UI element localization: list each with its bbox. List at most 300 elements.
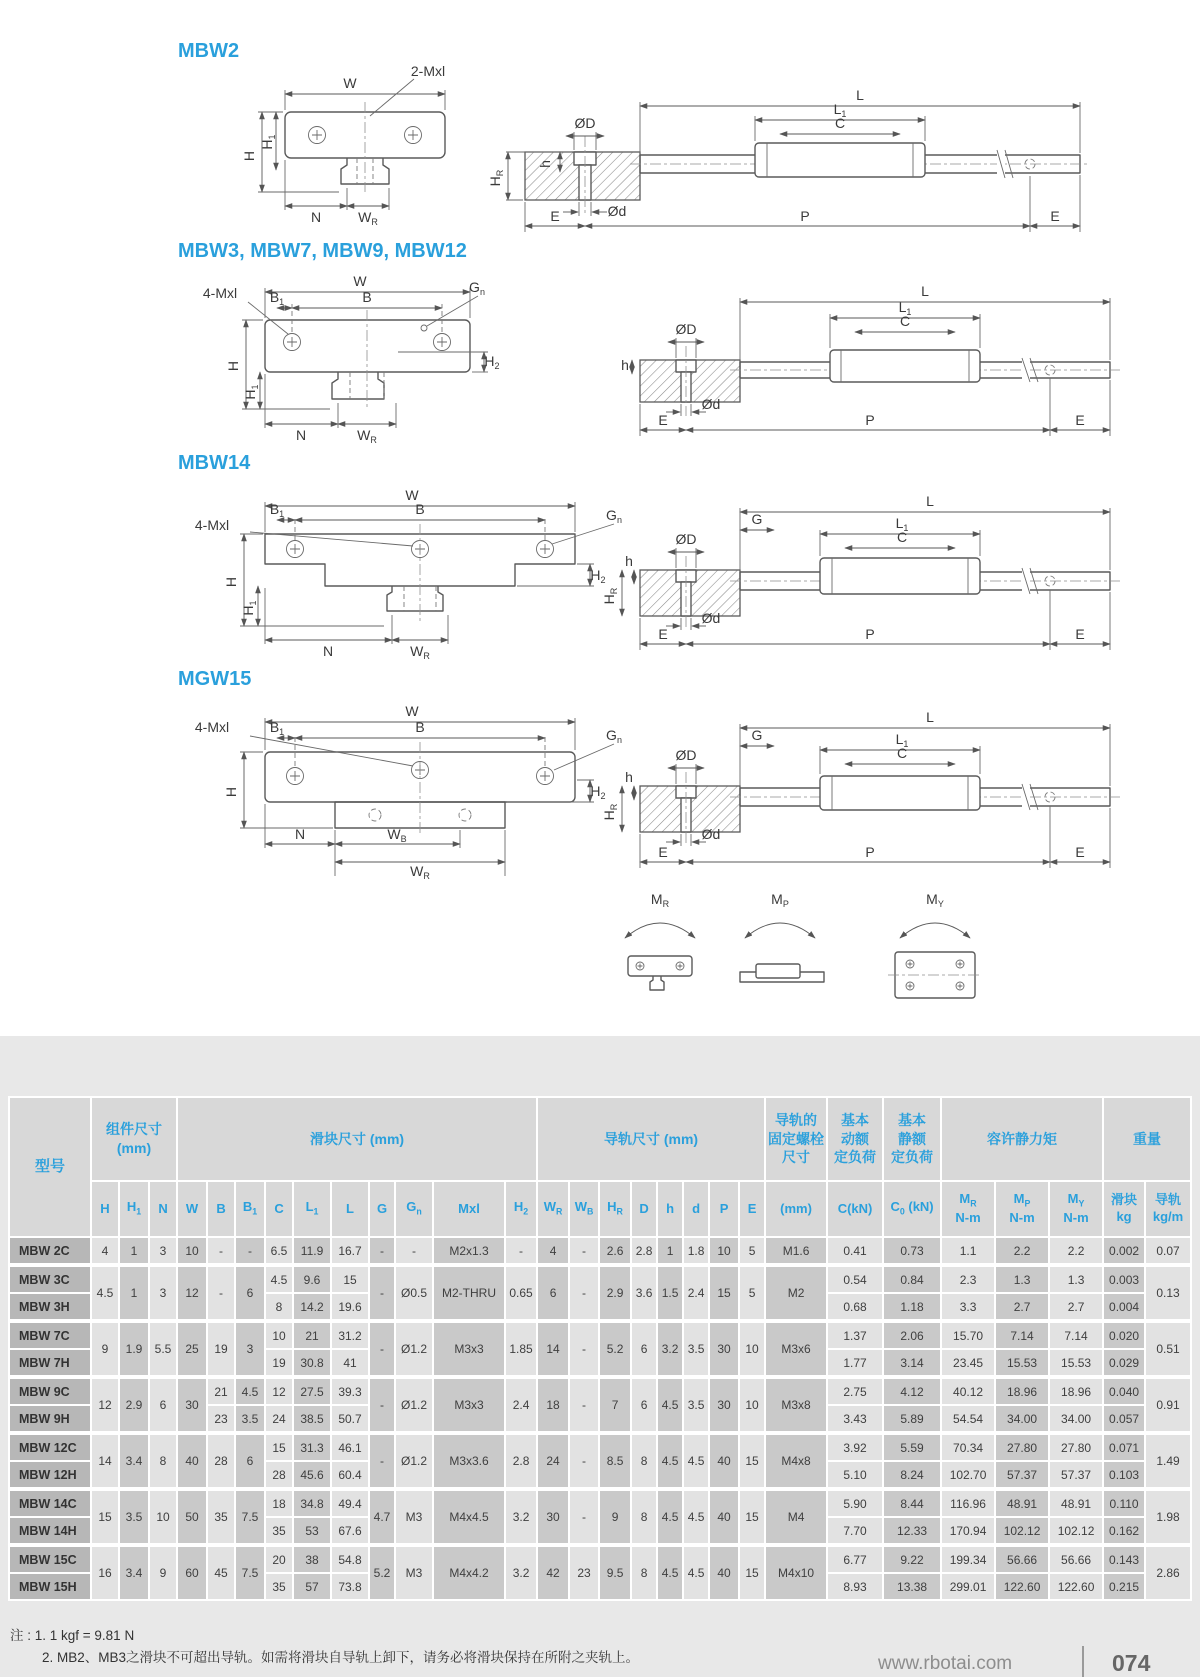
- spec-cell: 1.37: [828, 1321, 882, 1348]
- spec-cell: 9: [150, 1545, 176, 1599]
- spec-cell: 19.6: [332, 1294, 368, 1319]
- spec-cell: 39.3: [332, 1377, 368, 1404]
- spec-table-wrap: [8, 1096, 1192, 1601]
- spec-cell: 0.002: [1104, 1238, 1144, 1263]
- note-line-2: 2. MB2、MB3之滑块不可超出导轨。如需将滑块自导轨上卸下，请务必将滑块保持在所附之夹轨上。: [42, 1650, 640, 1665]
- dim-label: P: [800, 208, 810, 224]
- spec-cell: 1: [120, 1265, 148, 1319]
- group-header: 导轨的 固定螺栓 尺寸: [766, 1098, 826, 1180]
- model-cell: MBW 7C: [10, 1321, 90, 1348]
- note-line-1: 注 : 1. 1 kgf = 9.81 N: [10, 1628, 135, 1643]
- col-header: Mxl: [434, 1182, 504, 1236]
- spec-cell: 27.80: [996, 1433, 1048, 1460]
- spec-cell: 7: [600, 1377, 630, 1431]
- spec-cell: 54.8: [332, 1545, 368, 1572]
- dim-label: $G_n$: [606, 507, 622, 525]
- moment-diagrams: [170, 886, 1200, 1014]
- col-header: B: [208, 1182, 234, 1236]
- spec-cell: 8: [632, 1545, 656, 1599]
- spec-cell: 122.60: [996, 1574, 1048, 1599]
- col-header: C: [266, 1182, 292, 1236]
- model-cell: MBW 3H: [10, 1294, 90, 1319]
- spec-cell: 15: [710, 1265, 738, 1319]
- spec-cell: 30: [710, 1321, 738, 1375]
- dim-label: $H_1$: [259, 134, 277, 150]
- spec-cell: 10: [266, 1321, 292, 1348]
- dim-label: E: [1075, 626, 1085, 642]
- spec-cell: M3x3.6: [434, 1433, 504, 1487]
- spec-cell: 5.90: [828, 1489, 882, 1516]
- spec-cell: 0.65: [506, 1265, 536, 1319]
- col-header: C(kN): [828, 1182, 882, 1236]
- spec-cell: 0.103: [1104, 1462, 1144, 1487]
- spec-cell: 14.2: [294, 1294, 330, 1319]
- model-cell: MBW 14H: [10, 1518, 90, 1543]
- col-header: $C_0$ (kN): [884, 1182, 940, 1236]
- moment-mp-arrow-icon: [745, 923, 815, 938]
- col-header: H: [92, 1182, 118, 1236]
- dim-label: C: [834, 115, 846, 131]
- spec-cell: 40: [710, 1545, 738, 1599]
- spec-cell: 45.6: [294, 1462, 330, 1487]
- spec-cell: M3: [396, 1545, 432, 1599]
- dim-label: H: [225, 360, 241, 372]
- spec-cell: 12.33: [884, 1518, 940, 1543]
- dim-label: $W_B$: [387, 826, 407, 844]
- dim-label: 2-Mxl: [410, 63, 446, 79]
- spec-cell: 60.4: [332, 1462, 368, 1487]
- spec-cell: 40: [710, 1489, 738, 1543]
- dim-label: ØD: [675, 321, 697, 337]
- spec-cell: 2.2: [1050, 1238, 1102, 1263]
- spec-cell: 3.5: [236, 1406, 264, 1431]
- spec-cell: 4.7: [370, 1489, 394, 1543]
- spec-cell: 1.18: [884, 1294, 940, 1319]
- dim-label: B: [362, 289, 372, 305]
- dim-label: $H_R$: [601, 587, 619, 605]
- dim-label: h: [625, 769, 633, 785]
- spec-cell: 19: [208, 1321, 234, 1375]
- dim-label: $G_n$: [469, 279, 485, 297]
- spec-cell: 9: [92, 1321, 118, 1375]
- spec-cell: 1.8: [684, 1238, 708, 1263]
- table-row: [10, 1321, 1190, 1348]
- spec-cell: 4.5: [658, 1489, 682, 1543]
- spec-cell: 12: [266, 1377, 292, 1404]
- spec-cell: 4.5: [684, 1545, 708, 1599]
- spec-cell: 3.4: [120, 1433, 148, 1487]
- spec-cell: 25: [178, 1321, 206, 1375]
- spec-cell: 9.6: [294, 1265, 330, 1292]
- model-column-header: 型号: [10, 1098, 90, 1236]
- dim-label: $L_1$: [898, 299, 912, 317]
- dim-label: Ød: [701, 610, 721, 626]
- spec-cell: 10: [740, 1377, 764, 1431]
- spec-cell: M3: [396, 1489, 432, 1543]
- spec-cell: 2.4: [684, 1265, 708, 1319]
- spec-cell: 102.12: [996, 1518, 1048, 1543]
- col-header: $H_2$: [506, 1182, 536, 1236]
- dim-label: L: [856, 87, 864, 103]
- model-cell: MBW 14C: [10, 1489, 90, 1516]
- spec-cell: 7.5: [236, 1489, 264, 1543]
- col-header: $B_1$: [236, 1182, 264, 1236]
- model-cell: MBW 9C: [10, 1377, 90, 1404]
- spec-cell: 0.68: [828, 1294, 882, 1319]
- spec-cell: 3.3: [942, 1294, 994, 1319]
- spec-cell: 6: [236, 1433, 264, 1487]
- dim-label: $G_n$: [606, 727, 622, 745]
- spec-cell: 50.7: [332, 1406, 368, 1431]
- col-header: $L_1$: [294, 1182, 330, 1236]
- spec-cell: 15: [266, 1433, 292, 1460]
- spec-cell: 7.14: [1050, 1321, 1102, 1348]
- section-title-mbw2: MBW2: [178, 40, 240, 62]
- spec-cell: 2.9: [120, 1377, 148, 1431]
- spec-cell: 2.7: [996, 1294, 1048, 1319]
- spec-cell: 42: [538, 1545, 568, 1599]
- spec-cell: 70.34: [942, 1433, 994, 1460]
- spec-cell: 15: [740, 1489, 764, 1543]
- col-header: h: [658, 1182, 682, 1236]
- footer-site-url: www.rbotai.com: [878, 1653, 1013, 1674]
- table-row: [10, 1238, 1190, 1263]
- dim-label: Ød: [701, 396, 721, 412]
- dim-label: W: [405, 703, 419, 719]
- spec-cell: -: [570, 1265, 598, 1319]
- dim-label: ØD: [574, 115, 596, 131]
- spec-cell: 116.96: [942, 1489, 994, 1516]
- spec-cell: 40: [178, 1433, 206, 1487]
- table-row: [10, 1545, 1190, 1572]
- model-cell: MBW 15C: [10, 1545, 90, 1572]
- dim-label: P: [865, 844, 875, 860]
- spec-cell: 6: [150, 1377, 176, 1431]
- dim-label: G: [751, 727, 763, 743]
- spec-cell: 3: [150, 1265, 176, 1319]
- spec-cell: 35: [266, 1574, 292, 1599]
- dim-label: H: [241, 150, 257, 162]
- spec-cell: 38.5: [294, 1406, 330, 1431]
- dim-label: N: [310, 209, 322, 225]
- moment-my-label: $M_Y$: [926, 891, 944, 909]
- spec-cell: 8: [632, 1433, 656, 1487]
- col-header: 导轨 kg/m: [1146, 1182, 1190, 1236]
- spec-cell: 0.057: [1104, 1406, 1144, 1431]
- spec-cell: M3x8: [766, 1377, 826, 1431]
- spec-cell: 12: [178, 1265, 206, 1319]
- spec-cell: 23: [208, 1406, 234, 1431]
- spec-cell: 0.73: [884, 1238, 940, 1263]
- spec-cell: 102.70: [942, 1462, 994, 1487]
- spec-cell: 50: [178, 1489, 206, 1543]
- spec-cell: 170.94: [942, 1518, 994, 1543]
- model-cell: MBW 9H: [10, 1406, 90, 1431]
- dim-label: $B_1$: [269, 501, 285, 519]
- spec-cell: 11.9: [294, 1238, 330, 1263]
- spec-cell: -: [236, 1238, 264, 1263]
- col-header: $G_n$: [396, 1182, 432, 1236]
- spec-cell: 53: [294, 1518, 330, 1543]
- spec-cell: 48.91: [996, 1489, 1048, 1516]
- spec-cell: 3.6: [632, 1265, 656, 1319]
- spec-cell: 5.5: [150, 1321, 176, 1375]
- dim-label: E: [550, 208, 560, 224]
- spec-cell: Ø1.2: [396, 1377, 432, 1431]
- dim-label: L: [921, 283, 929, 299]
- spec-cell: 15: [332, 1265, 368, 1292]
- spec-cell: M3x3: [434, 1321, 504, 1375]
- dim-label: G: [751, 511, 763, 527]
- dim-label: E: [658, 844, 668, 860]
- spec-cell: M4: [766, 1489, 826, 1543]
- spec-cell: 21: [294, 1321, 330, 1348]
- spec-cell: 1.49: [1146, 1433, 1190, 1487]
- dim-label: C: [899, 313, 911, 329]
- spec-cell: 4.5: [684, 1489, 708, 1543]
- spec-cell: 18: [266, 1489, 292, 1516]
- spec-cell: 9: [600, 1489, 630, 1543]
- dim-label: $W_R$: [357, 427, 377, 445]
- spec-cell: 8.24: [884, 1462, 940, 1487]
- spec-cell: 12: [92, 1377, 118, 1431]
- spec-cell: 2.75: [828, 1377, 882, 1404]
- model-cell: MBW 12H: [10, 1462, 90, 1487]
- dim-label: $W_R$: [410, 643, 430, 661]
- spec-cell: 4.5: [236, 1377, 264, 1404]
- dim-label: $L_1$: [895, 515, 909, 533]
- dim-label: $L_1$: [895, 731, 909, 749]
- spec-cell: 27.80: [1050, 1433, 1102, 1460]
- spec-cell: 3.2: [658, 1321, 682, 1375]
- table-row: [10, 1433, 1190, 1460]
- spec-cell: 0.110: [1104, 1489, 1144, 1516]
- dim-label: h: [625, 553, 633, 569]
- spec-cell: 15: [740, 1545, 764, 1599]
- dim-label: H: [223, 786, 239, 798]
- col-header: $M_Y$ N-m: [1050, 1182, 1102, 1236]
- spec-cell: 5.2: [370, 1545, 394, 1599]
- spec-cell: 0.143: [1104, 1545, 1144, 1572]
- dim-label: 4-Mxl: [194, 719, 230, 735]
- spec-cell: 4.5: [684, 1433, 708, 1487]
- dim-label: E: [1075, 844, 1085, 860]
- spec-cell: 4.5: [266, 1265, 292, 1292]
- spec-cell: 35: [208, 1489, 234, 1543]
- spec-cell: 15.53: [996, 1350, 1048, 1375]
- spec-cell: 4: [92, 1238, 118, 1263]
- spec-cell: 10: [178, 1238, 206, 1263]
- table-row: [10, 1265, 1190, 1292]
- group-header: 滑块尺寸 (mm): [178, 1098, 536, 1180]
- dim-label: Ød: [701, 826, 721, 842]
- spec-cell: 0.020: [1104, 1321, 1144, 1348]
- spec-cell: 5.2: [600, 1321, 630, 1375]
- spec-cell: 0.41: [828, 1238, 882, 1263]
- dim-label: $H_1$: [240, 600, 258, 616]
- spec-cell: 3.2: [506, 1545, 536, 1599]
- spec-cell: 2.6: [600, 1238, 630, 1263]
- spec-cell: 38: [294, 1545, 330, 1572]
- spec-cell: Ø1.2: [396, 1321, 432, 1375]
- spec-cell: 0.029: [1104, 1350, 1144, 1375]
- group-header: 容许静力矩: [942, 1098, 1102, 1180]
- dim-label: L: [926, 709, 934, 725]
- spec-cell: 1.77: [828, 1350, 882, 1375]
- col-header: G: [370, 1182, 394, 1236]
- spec-cell: 14: [92, 1433, 118, 1487]
- group-header: 基本 静额 定负荷: [884, 1098, 940, 1180]
- spec-cell: 40.12: [942, 1377, 994, 1404]
- spec-cell: 0.84: [884, 1265, 940, 1292]
- dim-label: $H_R$: [487, 169, 505, 187]
- spec-cell: 3.43: [828, 1406, 882, 1431]
- spec-cell: -: [570, 1489, 598, 1543]
- spec-cell: M1.6: [766, 1238, 826, 1263]
- group-header: 导轨尺寸 (mm): [538, 1098, 764, 1180]
- moment-mr-label: $M_R$: [650, 891, 670, 909]
- dim-label: P: [865, 626, 875, 642]
- dim-label: P: [865, 412, 875, 428]
- spec-cell: 23: [570, 1545, 598, 1599]
- dim-label: $H_2$: [484, 353, 500, 371]
- col-header: d: [684, 1182, 708, 1236]
- spec-cell: 2.3: [942, 1265, 994, 1292]
- spec-cell: 34.00: [996, 1406, 1048, 1431]
- spec-cell: 3.2: [506, 1489, 536, 1543]
- spec-cell: 20: [266, 1545, 292, 1572]
- dim-label: B: [415, 719, 425, 735]
- spec-cell: 31.3: [294, 1433, 330, 1460]
- spec-cell: 8.44: [884, 1489, 940, 1516]
- spec-cell: 8.5: [600, 1433, 630, 1487]
- spec-cell: M2x1.3: [434, 1238, 504, 1263]
- spec-cell: 199.34: [942, 1545, 994, 1572]
- spec-cell: 56.66: [1050, 1545, 1102, 1572]
- dim-label: E: [1050, 208, 1060, 224]
- spec-cell: 3: [150, 1238, 176, 1263]
- spec-cell: 1.5: [658, 1265, 682, 1319]
- dim-label: C: [896, 745, 908, 761]
- col-header: (mm): [766, 1182, 826, 1236]
- spec-head: [10, 1098, 1190, 1236]
- spec-cell: 34.00: [1050, 1406, 1102, 1431]
- spec-cell: 4: [538, 1238, 568, 1263]
- dim-label: 4-Mxl: [202, 285, 238, 301]
- spec-cell: 3.5: [120, 1489, 148, 1543]
- spec-cell: 7.70: [828, 1518, 882, 1543]
- spec-cell: 0.004: [1104, 1294, 1144, 1319]
- col-header: 滑块 kg: [1104, 1182, 1144, 1236]
- group-header: 组件尺寸 (mm): [92, 1098, 176, 1180]
- dim-label: N: [322, 643, 334, 659]
- spec-cell: Ø0.5: [396, 1265, 432, 1319]
- spec-cell: 0.54: [828, 1265, 882, 1292]
- spec-cell: 0.162: [1104, 1518, 1144, 1543]
- spec-cell: 18.96: [996, 1377, 1048, 1404]
- spec-cell: 8: [266, 1294, 292, 1319]
- spec-cell: 3.14: [884, 1350, 940, 1375]
- spec-cell: 21: [208, 1377, 234, 1404]
- spec-cell: 67.6: [332, 1518, 368, 1543]
- spec-cell: 6.5: [266, 1238, 292, 1263]
- spec-cell: 0.215: [1104, 1574, 1144, 1599]
- model-cell: MBW 3C: [10, 1265, 90, 1292]
- spec-cell: 3.5: [684, 1321, 708, 1375]
- dim-label: $B_1$: [269, 719, 285, 737]
- spec-cell: 9.5: [600, 1545, 630, 1599]
- spec-cell: 15.53: [1050, 1350, 1102, 1375]
- dim-label: C: [896, 529, 908, 545]
- col-header: D: [632, 1182, 656, 1236]
- dim-label: $H_2$: [590, 783, 606, 801]
- spec-cell: 13.38: [884, 1574, 940, 1599]
- col-header: $H_1$: [120, 1182, 148, 1236]
- spec-cell: 49.4: [332, 1489, 368, 1516]
- model-cell: MBW 15H: [10, 1574, 90, 1599]
- dim-label: ØD: [675, 747, 697, 763]
- spec-cell: 8.93: [828, 1574, 882, 1599]
- spec-cell: 14: [538, 1321, 568, 1375]
- spec-cell: 2.8: [506, 1433, 536, 1487]
- spec-cell: 3.5: [684, 1377, 708, 1431]
- spec-cell: 2.7: [1050, 1294, 1102, 1319]
- spec-cell: 73.8: [332, 1574, 368, 1599]
- spec-cell: 4.5: [92, 1265, 118, 1319]
- spec-cell: -: [370, 1321, 394, 1375]
- spec-cell: 15.70: [942, 1321, 994, 1348]
- spec-cell: 6: [538, 1265, 568, 1319]
- spec-cell: 57.37: [1050, 1462, 1102, 1487]
- spec-cell: 16: [92, 1545, 118, 1599]
- dim-label: W: [343, 75, 357, 91]
- col-header: $M_R$ N-m: [942, 1182, 994, 1236]
- spec-cell: 0.071: [1104, 1433, 1144, 1460]
- spec-cell: 2.8: [632, 1238, 656, 1263]
- spec-cell: -: [208, 1265, 234, 1319]
- spec-cell: 0.003: [1104, 1265, 1144, 1292]
- spec-cell: -: [570, 1238, 598, 1263]
- moment-my-arrow-icon: [900, 923, 970, 938]
- spec-cell: -: [370, 1433, 394, 1487]
- spec-cell: 10: [710, 1238, 738, 1263]
- spec-cell: 19: [266, 1350, 292, 1375]
- spec-cell: M4x4.5: [434, 1489, 504, 1543]
- spec-cell: 2.86: [1146, 1545, 1190, 1599]
- spec-cell: -: [370, 1265, 394, 1319]
- section-title-mbw3: MBW3, MBW7, MBW9, MBW12: [178, 240, 467, 262]
- footer-page-number: 074: [1112, 1650, 1151, 1676]
- spec-cell: M4x8: [766, 1433, 826, 1487]
- spec-cell: M3x6: [766, 1321, 826, 1375]
- spec-cell: 102.12: [1050, 1518, 1102, 1543]
- spec-cell: 6: [632, 1321, 656, 1375]
- mbw2-drawing: [170, 60, 1200, 242]
- dim-label: $B_1$: [269, 289, 285, 307]
- spec-cell: 10: [740, 1321, 764, 1375]
- spec-cell: -: [570, 1321, 598, 1375]
- spec-cell: M4x10: [766, 1545, 826, 1599]
- spec-cell: 34.8: [294, 1489, 330, 1516]
- spec-cell: 0.07: [1146, 1238, 1190, 1263]
- spec-cell: Ø1.2: [396, 1433, 432, 1487]
- spec-cell: 3.92: [828, 1433, 882, 1460]
- spec-cell: -: [570, 1433, 598, 1487]
- spec-cell: M2: [766, 1265, 826, 1319]
- spec-cell: 1.3: [1050, 1265, 1102, 1292]
- col-header: $H_R$: [600, 1182, 630, 1236]
- dim-label: $H_2$: [590, 567, 606, 585]
